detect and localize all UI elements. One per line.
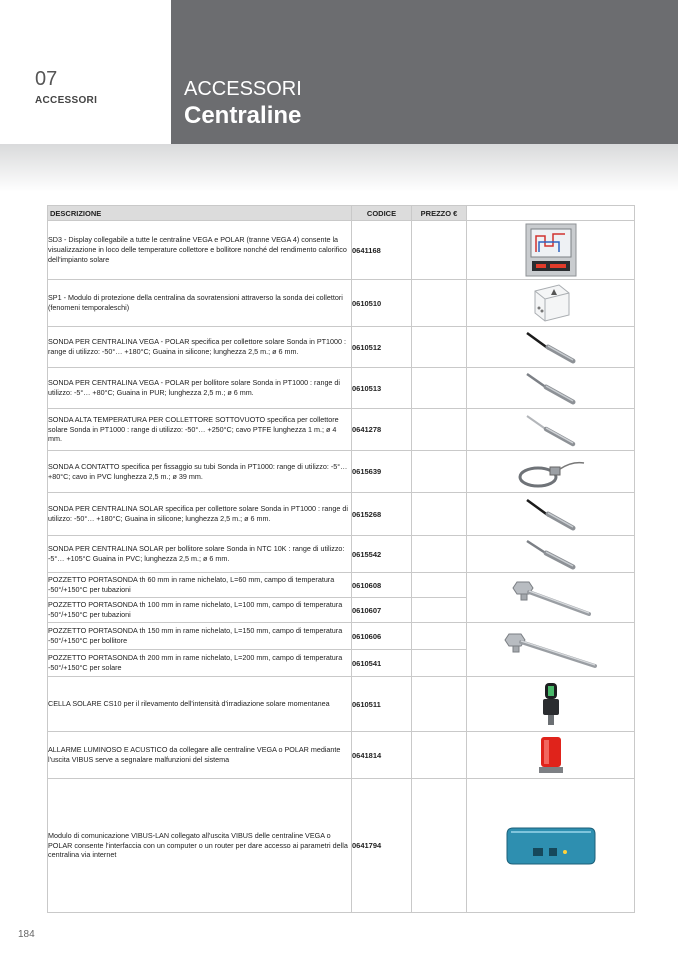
column-header-description: DESCRIZIONE <box>48 206 352 221</box>
row-image-cell <box>467 368 635 409</box>
probe-black-cable-icon <box>521 496 581 532</box>
table-row <box>48 493 635 536</box>
table-row <box>48 221 635 280</box>
table-row <box>48 368 635 409</box>
row-image-cell <box>467 280 635 327</box>
row-price <box>412 327 467 368</box>
table-header-row <box>48 206 635 221</box>
row-code: 0641278 <box>352 409 412 451</box>
row-image-cell <box>467 573 635 623</box>
row-description: Modulo di comunicazione VIBUS-LAN collegato all'uscita VIBUS delle centraline VEGA o POLAR consente l'interfaccia con un computer o un router per dare accesso ai parametri della centralina via internet <box>48 779 352 913</box>
table-row <box>48 779 635 913</box>
row-price <box>412 732 467 779</box>
row-image-cell <box>467 536 635 573</box>
row-price <box>412 368 467 409</box>
row-code: 0615542 <box>352 536 412 573</box>
row-description: POZZETTO PORTASONDA th 60 mm in rame nichelato, L=60 mm, campo di temperatura -50°/+150°C per tubazioni <box>48 573 352 598</box>
contact-probe-clamp-icon <box>516 453 586 491</box>
row-price <box>412 779 467 913</box>
row-code: 0610608 <box>352 573 412 598</box>
row-price <box>412 409 467 451</box>
table-row <box>48 327 635 368</box>
table-row <box>48 573 635 598</box>
accessories-table <box>47 205 635 913</box>
chapter-number: 07 <box>35 68 58 90</box>
row-image-cell <box>467 493 635 536</box>
row-description: CELLA SOLARE CS10 per il rilevamento dell'intensità d'irradiazione solare momentanea <box>48 677 352 732</box>
protection-module-icon <box>529 283 573 323</box>
chapter-name: ACCESSORI <box>35 95 98 106</box>
header-shadow <box>0 144 678 192</box>
solar-cell-icon <box>539 681 563 727</box>
row-description: SD3 - Display collegabile a tutte le centraline VEGA e POLAR (tranne VEGA 4) consente la visualizzazione in loco delle temperature collettore e bollitore nonché del rendimento calorifico dell'impianto solare <box>48 221 352 280</box>
probe-grey-cable-icon <box>521 370 581 406</box>
row-code: 0641814 <box>352 732 412 779</box>
row-price <box>412 573 467 598</box>
row-image-cell <box>467 779 635 913</box>
section-label: ACCESSORI <box>184 78 302 100</box>
table-row <box>48 536 635 573</box>
row-description: SONDA PER CENTRALINA SOLAR per bollitore solare Sonda in NTC 10K : range di utilizzo: -5°… +105°C Guaina in PVC; lunghezza 2,5 m.; ø 6 mm. <box>48 536 352 573</box>
row-image-cell <box>467 623 635 677</box>
column-header-image <box>467 206 635 221</box>
row-image-cell <box>467 327 635 368</box>
page-number: 184 <box>18 929 35 940</box>
row-code: 0610606 <box>352 623 412 650</box>
row-code: 0615268 <box>352 493 412 536</box>
row-price <box>412 677 467 732</box>
row-image-cell <box>467 451 635 493</box>
probe-pocket-long-icon <box>503 628 599 672</box>
column-header-code: CODICE <box>352 206 412 221</box>
row-price <box>412 221 467 280</box>
row-price <box>412 650 467 677</box>
row-code: 0641168 <box>352 221 412 280</box>
row-description: SONDA PER CENTRALINA SOLAR specifica per collettore solare Sonda in PT1000 : range di utilizzo: -50°… +180°C; Guaina in silicone; lunghezza 2,5 m.; ø 6 mm. <box>48 493 352 536</box>
probe-white-cable-icon <box>521 412 581 448</box>
row-description: SP1 - Modulo di protezione della centralina da sovratensioni attraverso la sonda dei collettori (fenomeni temporaleschi) <box>48 280 352 327</box>
probe-grey-cable-icon <box>521 537 581 571</box>
alarm-light-icon <box>536 735 566 775</box>
table-row <box>48 451 635 493</box>
probe-pocket-icon <box>509 576 593 620</box>
row-price <box>412 623 467 650</box>
row-description: POZZETTO PORTASONDA th 100 mm in rame nichelato, L=100 mm, campo di temperatura -50°/+150°C per tubazioni <box>48 598 352 623</box>
row-code: 0615639 <box>352 451 412 493</box>
row-description: SONDA PER CENTRALINA VEGA - POLAR specifica per collettore solare Sonda in PT1000 : range di utilizzo: -50°… +180°C; Guaina in silicone; lunghezza 2,5 m.; ø 6 mm. <box>48 327 352 368</box>
row-code: 0610510 <box>352 280 412 327</box>
row-image-cell <box>467 677 635 732</box>
row-code: 0641794 <box>352 779 412 913</box>
row-image-cell <box>467 409 635 451</box>
display-sd3-icon <box>523 222 579 278</box>
row-code: 0610541 <box>352 650 412 677</box>
row-image-cell <box>467 732 635 779</box>
table-row <box>48 623 635 650</box>
page-title: Centraline <box>184 102 302 129</box>
row-code: 0610511 <box>352 677 412 732</box>
row-description: ALLARME LUMINOSO E ACUSTICO da collegare alle centraline VEGA o POLAR mediante l'uscita VIBUS serve a segnalare malfunzioni del sistema <box>48 732 352 779</box>
row-code: 0610607 <box>352 598 412 623</box>
lan-module-icon <box>503 824 599 868</box>
row-description: SONDA PER CENTRALINA VEGA - POLAR per bollitore solare Sonda in PT1000 : range di utilizzo: -5°… +80°C; Guaina in PUR; lunghezza 2,5 m.; ø 6 mm. <box>48 368 352 409</box>
column-header-price: PREZZO € <box>412 206 467 221</box>
row-price <box>412 536 467 573</box>
row-description: POZZETTO PORTASONDA th 200 mm in rame nichelato, L=200 mm, campo di temperatura -50°/+150°C per solare <box>48 650 352 677</box>
row-code: 0610513 <box>352 368 412 409</box>
row-description: SONDA A CONTATTO specifica per fissaggio su tubi Sonda in PT1000: range di utilizzo: -5°… +80°C; cavo in PVC lunghezza 2,5 m.; ø 39 mm. <box>48 451 352 493</box>
row-price <box>412 598 467 623</box>
row-code: 0610512 <box>352 327 412 368</box>
table-row <box>48 280 635 327</box>
row-description: POZZETTO PORTASONDA th 150 mm in rame nichelato, L=150 mm, campo di temperatura -50°/+150°C per bollitore <box>48 623 352 650</box>
row-image-cell <box>467 221 635 280</box>
row-price <box>412 280 467 327</box>
table-row <box>48 409 635 451</box>
probe-black-cable-icon <box>521 329 581 365</box>
row-price <box>412 493 467 536</box>
row-description: SONDA ALTA TEMPERATURA PER COLLETTORE SOTTOVUOTO specifica per collettore solare Sonda in PT1000 : range di utilizzo: -50°… +250°C; cavo PTFE lunghezza 1 m.; ø 4 mm. <box>48 409 352 451</box>
row-price <box>412 451 467 493</box>
header-left-panel <box>0 0 171 144</box>
table-row <box>48 677 635 732</box>
table-row <box>48 732 635 779</box>
